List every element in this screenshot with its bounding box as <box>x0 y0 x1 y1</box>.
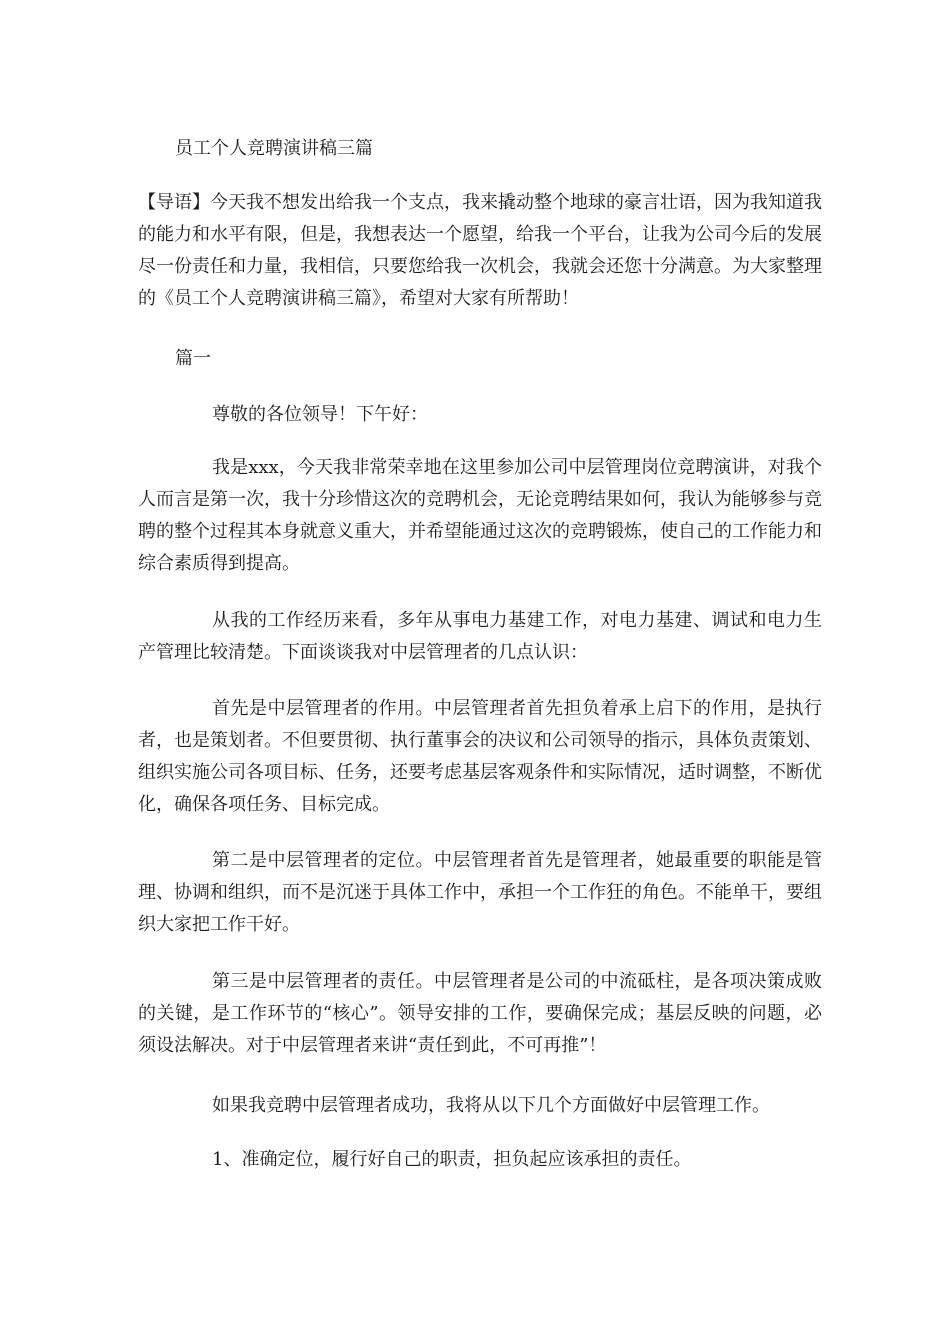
body-paragraph-3: 首先是中层管理者的作用。中层管理者首先担负着承上启下的作用，是执行者，也是策划者。不但要贯彻、执行董事会的决议和公司领导的指示，具体负责策划、组织实施公司各项目标、任务，还要考虑基层客观条件和实际情况，适时调整，不断优化，确保各项任务、目标完成。 <box>138 698 822 815</box>
greeting-line: 尊敬的各位领导！下午好： <box>212 404 428 425</box>
document-title: 员工个人竞聘演讲稿三篇 <box>175 138 373 159</box>
body-paragraph-5: 第三是中层管理者的责任。中层管理者是公司的中流砥柱，是各项决策成败的关键，是工作环节的“核心”。领导安排的工作，要确保完成；基层反映的问题，必须设法解决。对于中层管理者来讲“责任到此，不可再推”！ <box>138 971 822 1056</box>
body-paragraph-4: 第二是中层管理者的定位。中层管理者首先是管理者，她最重要的职能是管理、协调和组织，而不是沉迷于具体工作中，承担一个工作狂的角色。不能单干，要组织大家把工作干好。 <box>138 850 822 935</box>
body-paragraph-2: 从我的工作经历来看，多年从事电力基建工作，对电力基建、调试和电力生产管理比较清楚。下面谈谈我对中层管理者的几点认识： <box>138 610 822 663</box>
intro-paragraph: 【导语】今天我不想发出给我一个支点，我来撬动整个地球的豪言壮语，因为我知道我的能力和水平有限，但是，我想表达一个愿望，给我一个平台，让我为公司今后的发展尽一份责任和力量，我相信，只要您给我一次机会，我就会还您十分满意。为大家整理的《员工个人竞聘演讲稿三篇》，希望对大家有所帮助！ <box>138 192 822 309</box>
point-one-line: 1、准确定位，履行好自己的职责，担负起应该承担的责任。 <box>212 1149 692 1170</box>
section-heading: 篇一 <box>175 348 211 369</box>
closing-lead-line: 如果我竞聘中层管理者成功，我将从以下几个方面做好中层管理工作。 <box>212 1095 770 1116</box>
body-paragraph-1: 我是xxx，今天我非常荣幸地在这里参加公司中层管理岗位竞聘演讲，对我个人而言是第一次，我十分珍惜这次的竞聘机会，无论竞聘结果如何，我认为能够参与竞聘的整个过程其本身就意义重大，并希望能通过这次的竞聘锻炼，使自己的工作能力和综合素质得到提高。 <box>138 457 822 574</box>
